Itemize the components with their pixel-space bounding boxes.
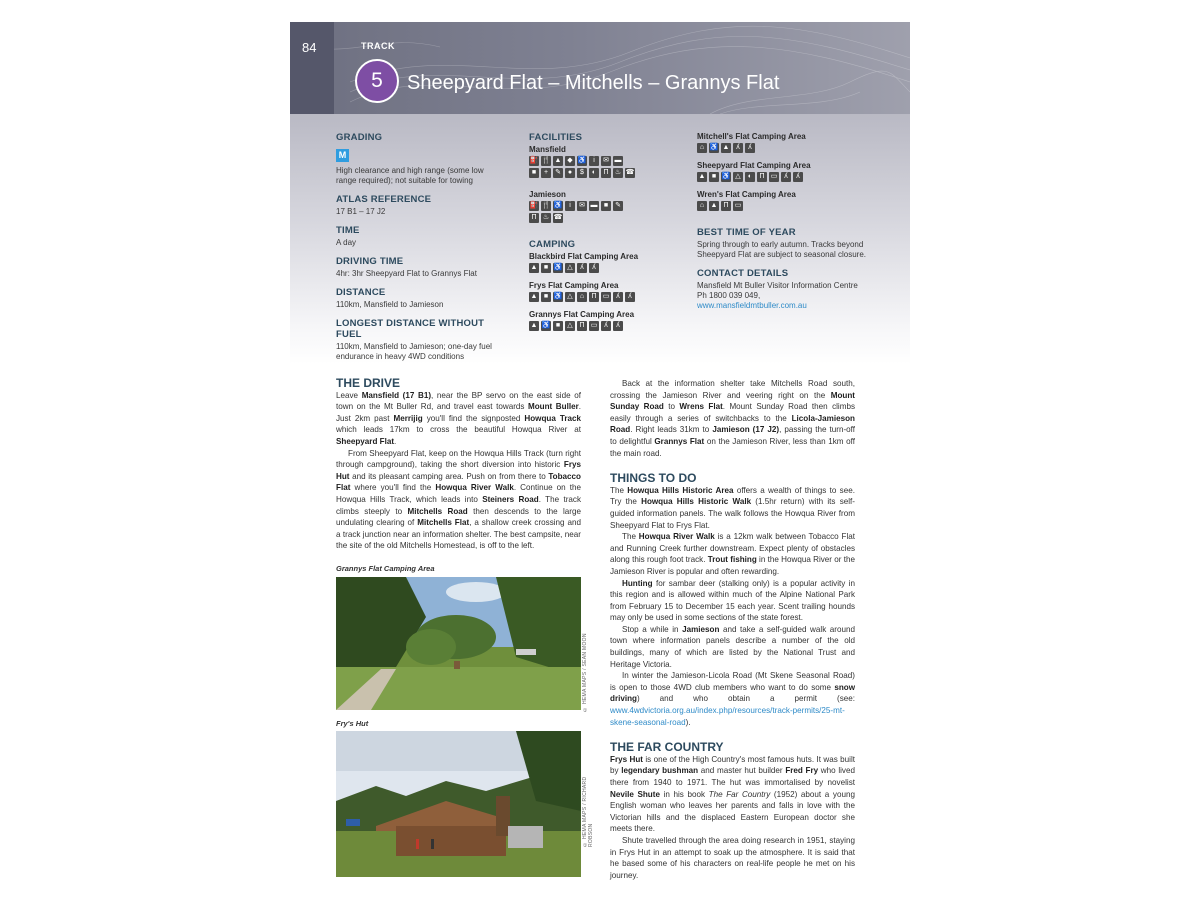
things-paragraph-2: The Howqua River Walk is a 12km walk between Tobacco Flat and Running Creek further downstream. Expect plenty of obstacles along this rough foot track. Trout fishing in the Howqua River or the Jamieson River is popular and often rewarding. xyxy=(610,532,855,576)
camping-icon: ▲ xyxy=(698,173,706,180)
camp-frys-label: Frys Flat Camping Area xyxy=(529,281,619,290)
bbq-icon: ▭ xyxy=(770,173,778,180)
far-country-heading: THE FAR COUNTRY xyxy=(610,740,724,755)
track-label: TRACK xyxy=(361,41,395,51)
camping-icon: ▲ xyxy=(722,144,730,151)
things-paragraph-1: The Howqua Hills Historic Area offers a wealth of things to see. Try the Howqua Hills Historic Walk (1.5hr return) with its self-guided information panels. The walk follows the Howqua River from Sheepyard Flat to Frys Flat. xyxy=(610,485,855,530)
picnic-icon: Π xyxy=(577,321,587,331)
mechanic-icon: ✎ xyxy=(553,168,563,178)
walking-icon: ʎ xyxy=(601,321,611,331)
camp-blackbird-label: Blackbird Flat Camping Area xyxy=(529,252,639,261)
food-icon: 🍴 xyxy=(541,202,551,209)
info-column-2 xyxy=(529,132,679,333)
hiking-icon: ʎ xyxy=(625,292,635,302)
walking-icon: ʎ xyxy=(577,263,587,273)
phone-icon: ☎ xyxy=(625,169,635,176)
atlas-text: 17 B1 – 17 J2 xyxy=(336,207,386,216)
bed-icon: ▬ xyxy=(590,202,598,209)
info-column-3 xyxy=(697,132,867,319)
photo-credit-2: © HEMA MAPS / RICHARD ROBSON xyxy=(582,776,594,847)
shop-icon: ◆ xyxy=(565,156,575,166)
toilet-icon: ♿ xyxy=(577,157,587,164)
mail-icon: ✉ xyxy=(601,156,611,166)
info-icon: i xyxy=(565,201,575,211)
bed-icon: ▬ xyxy=(614,157,622,164)
fuel-icon: ⛽ xyxy=(529,157,539,164)
driving-time-text: 4hr: 3hr Sheepyard Flat to Grannys Flat xyxy=(336,269,477,278)
toilet-icon: ♿ xyxy=(553,202,563,209)
tent-icon: △ xyxy=(565,263,575,273)
far-country-paragraph-2: Shute travelled through the area doing research in 1951, staying in Frys Hut in an attempt to soak up the atmosphere. It is said that he based some of his characters on real-life people he met on his journey. xyxy=(610,835,855,880)
hiking-icon: ʎ xyxy=(613,321,623,331)
mail-icon: ✉ xyxy=(577,201,587,211)
tent-icon: △ xyxy=(565,321,575,331)
things-to-do-heading: THINGS TO DO xyxy=(610,471,697,486)
facilities-heading: FACILITIES xyxy=(529,132,583,143)
far-country-paragraph-1: Frys Hut is one of the High Country's most famous huts. It was built by legendary bushman and master hut builder Fred Fry who lived there from 1940 to 1971. The hut was immortalised by novelist Nevile Shute in his book The Far Country (1952) about a young English woman who leaves her parents and falls in love with the Victorian hills and the displaced Eastern European doctor she meets there. xyxy=(610,754,855,834)
camping-icon: ▲ xyxy=(530,293,538,300)
toilet-icon: ♿ xyxy=(553,293,563,300)
hiking-icon: ʎ xyxy=(589,263,599,273)
time-heading: TIME xyxy=(336,225,360,236)
picnic-icon: Π xyxy=(529,213,539,223)
photo-caption-frys-hut: Fry's Hut xyxy=(336,719,369,728)
contact-line-1: Mansfield Mt Buller Visitor Information Centre xyxy=(697,281,858,290)
bbq-icon: ▭ xyxy=(602,293,610,300)
grade-badge: M xyxy=(336,149,349,162)
fire-icon: ♨ xyxy=(614,169,622,176)
contact-line-2: Ph 1800 039 049, xyxy=(697,291,761,300)
tent-icon: △ xyxy=(733,172,743,182)
walking-icon: ʎ xyxy=(733,143,743,153)
facilities-jamieson-label: Jamieson xyxy=(529,190,566,199)
toilet-icon: ♿ xyxy=(709,144,719,151)
contact-url-link[interactable]: www.mansfieldmtbuller.com.au xyxy=(697,301,807,310)
water-icon: ◐ xyxy=(589,168,599,178)
photo-caption-grannys: Grannys Flat Camping Area xyxy=(336,564,435,573)
caravan-icon: ■ xyxy=(541,292,551,302)
drive-section xyxy=(336,378,581,552)
things-paragraph-3: Hunting for sambar deer (stalking only) is a popular activity in this region and is allowed within much of the Alpine National Park from February 15 to December 15 each year. Scent trailing hounds may only be used in some sections of the state forest. xyxy=(610,578,855,623)
jamieson-icons-row-1 xyxy=(529,201,679,211)
time-text: A day xyxy=(336,238,357,247)
frys-icons xyxy=(529,292,679,302)
track-header xyxy=(290,22,910,114)
camping-icon: ▲ xyxy=(554,157,562,164)
walking-icon: ʎ xyxy=(781,172,791,182)
picnic-icon: Π xyxy=(601,168,611,178)
hut-icon: ⌂ xyxy=(697,201,707,211)
toilet-icon: ♿ xyxy=(721,173,731,180)
caravan-icon: ■ xyxy=(529,168,539,178)
sheepyard-icons xyxy=(697,172,867,182)
things-paragraph-5: In winter the Jamieson-Licola Road (Mt Skene Seasonal Road) is open to those 4WD club members who want to do some snow driving) and who obtain a permit (see: www.4wdvictoria.org.au/index.php/resources/track-permits/25-mt-skene-seasonal-road). xyxy=(610,671,855,727)
blackbird-icons xyxy=(529,263,679,273)
mechanic-icon: ✎ xyxy=(613,201,623,211)
permit-link[interactable]: www.4wdvictoria.org.au/index.php/resources/track-permits/25-mt-skene-seasonal-road xyxy=(610,706,845,727)
drive-paragraph-2: From Sheepyard Flat, keep on the Howqua Hills Track (turn right through campground), taking the short diversion into historic Frys Hut and its pleasant camping area. Push on from there to Tobacco Flat where you'll find the Howqua River Walk. Continue on the Howqua Hills Track, which leads into Steiners Road. The track climbs steeply to Mitchells Road then descends to the large undulating clearing of Mitchells Flat, a shallow creek crossing and a track junction near an information shelter. The best campsite, near the site of the old Mitchells Homestead, is off to the left. xyxy=(336,448,581,551)
fuel-icon: ⛽ xyxy=(529,202,539,209)
grannys-icons xyxy=(529,321,679,331)
gas-icon: ● xyxy=(565,168,575,178)
track-info-panel xyxy=(290,114,910,364)
hut-icon: ⌂ xyxy=(697,143,707,153)
toilet-icon: ♿ xyxy=(541,322,551,329)
drive-paragraph-1: Leave Mansfield (17 B1), near the BP servo on the east side of town on the Mt Buller Rd, and travel east towards Mount Buller. Just 2km past Merrijig you'll find the signposted Howqua Track which leads 17km to cross the beautiful Howqua River at Sheepyard Flat. xyxy=(336,390,581,446)
driving-time-heading: DRIVING TIME xyxy=(336,256,404,267)
mitchells-icons xyxy=(697,143,867,153)
camping-icon: ▲ xyxy=(530,322,538,329)
camp-mitchells-label: Mitchell's Flat Camping Area xyxy=(697,132,806,141)
distance-text: 110km, Mansfield to Jamieson xyxy=(336,300,444,309)
atlas-heading: ATLAS REFERENCE xyxy=(336,194,432,205)
things-paragraph-4: Stop a while in Jamieson and take a self-guided walk around town where information panels describe a number of the old buildings, many of which are listed by the National Trust and Heritage Victoria. xyxy=(610,624,855,669)
bbq-icon: ▭ xyxy=(590,322,598,329)
mansfield-icons-row-1 xyxy=(529,156,679,166)
camp-grannys-label: Grannys Flat Camping Area xyxy=(529,310,635,319)
grading-heading: GRADING xyxy=(336,132,383,143)
camp-sheepyard-label: Sheepyard Flat Camping Area xyxy=(697,161,811,170)
best-time-text: Spring through to early autumn. Tracks beyond Sheepyard Flat are subject to seasonal closure. xyxy=(697,240,866,259)
camping-heading: CAMPING xyxy=(529,239,576,250)
food-icon: 🍴 xyxy=(541,157,551,164)
distance-heading: DISTANCE xyxy=(336,287,386,298)
toilet-icon: ♿ xyxy=(553,264,563,271)
tent-icon: △ xyxy=(565,292,575,302)
photo-credit-1: © HEMA MAPS / SEAN MOON xyxy=(582,633,588,712)
picnic-icon: Π xyxy=(589,292,599,302)
track-number-badge: 5 xyxy=(355,59,399,103)
water-icon: ◐ xyxy=(745,172,755,182)
walking-icon: ʎ xyxy=(613,292,623,302)
grading-text: High clearance and high range (some low range required); not suitable for towing xyxy=(336,166,484,185)
page-number-block xyxy=(290,22,334,114)
contact-heading: CONTACT DETAILS xyxy=(697,268,789,279)
fuel-text: 110km, Mansfield to Jamieson; one-day fuel endurance in heavy 4WD conditions xyxy=(336,342,492,361)
hut-icon: ⌂ xyxy=(577,292,587,302)
guidebook-page xyxy=(290,22,910,882)
picnic-icon: Π xyxy=(721,201,731,211)
fire-icon: ♨ xyxy=(542,214,550,221)
best-time-heading: BEST TIME OF YEAR xyxy=(697,227,796,238)
mansfield-icons-row-2 xyxy=(529,168,679,178)
frys-hut-photo xyxy=(336,731,581,877)
picnic-icon: Π xyxy=(757,172,767,182)
bbq-icon: ▭ xyxy=(734,202,742,209)
drive-paragraph-3: Back at the information shelter take Mitchells Road south, crossing the Jamieson River and veering right on the Mount Sunday Road to Wrens Flat. Mount Sunday Road then climbs easily through a series of switchbacks to the Licola-Jamieson Road. Right leads 31km to Jamieson (17 J2), passing the turn-off to delightful Grannys Flat on the Jamieson River, less than 1km off the main road. xyxy=(610,379,856,458)
caravan-icon: ■ xyxy=(553,321,563,331)
facilities-mansfield-label: Mansfield xyxy=(529,145,566,154)
grannys-flat-photo xyxy=(336,577,581,710)
track-title: Sheepyard Flat – Mitchells – Grannys Flat xyxy=(407,72,780,94)
right-column xyxy=(610,378,855,881)
camping-icon: ▲ xyxy=(710,202,718,209)
hiking-icon: ʎ xyxy=(793,172,803,182)
jamieson-icons-row-2 xyxy=(529,213,679,223)
camping-icon: ▲ xyxy=(530,264,538,271)
drive-heading: THE DRIVE xyxy=(336,376,401,390)
camp-wrens-label: Wren's Flat Camping Area xyxy=(697,190,796,199)
fuel-heading: LONGEST DISTANCE WITHOUT FUEL xyxy=(336,318,485,340)
info-icon: i xyxy=(589,156,599,166)
info-column-1 xyxy=(336,132,501,370)
caravan-icon: ■ xyxy=(601,201,611,211)
wrens-icons xyxy=(697,201,867,211)
hospital-icon: + xyxy=(541,168,551,178)
page-number: 84 xyxy=(302,40,317,55)
atm-icon: $ xyxy=(577,168,587,178)
caravan-icon: ■ xyxy=(541,263,551,273)
caravan-icon: ■ xyxy=(709,172,719,182)
hiking-icon: ʎ xyxy=(745,143,755,153)
phone-icon: ☎ xyxy=(553,214,563,221)
